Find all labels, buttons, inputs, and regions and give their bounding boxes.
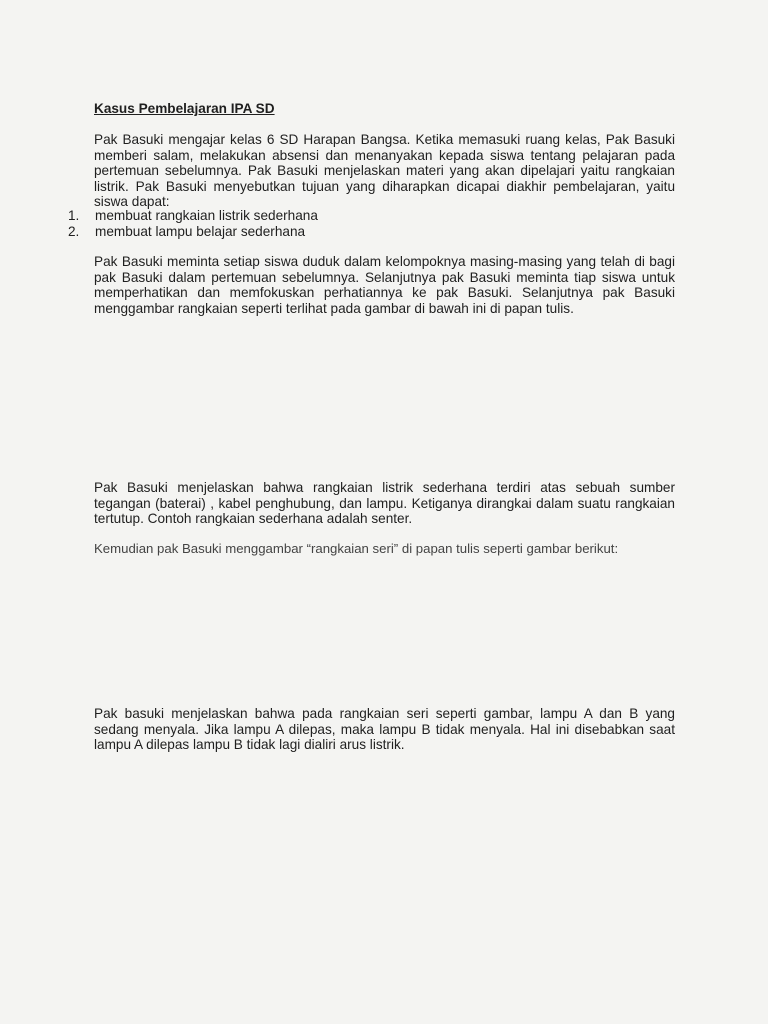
- list-item: [68, 224, 318, 240]
- paragraph-groups: Pak Basuki meminta setiap siswa duduk dalam kelompoknya masing-masing yang telah di bagi pak Basuki dalam pertemuan sebelumnya. Selanjutnya pak Basuki meminta tiap siswa untuk memperhatikan dan memfokuskan perhatiannya ke pak Basuki. Selanjutnya pak Basuki menggambar rangkaian seperti terlihat pada gambar di bawah ini di papan tulis.: [94, 254, 675, 316]
- list-item-number: 2.: [68, 224, 80, 239]
- paragraph-series-explanation: Pak basuki menjelaskan bahwa pada rangkaian seri seperti gambar, lampu A dan B yang sedang menyala. Jika lampu A dilepas, maka lampu B tidak menyala. Hal ini disebabkan saat lampu A dilepas lampu B tidak lagi dialiri arus listrik.: [94, 706, 675, 753]
- paragraph-simple-circuit: Pak Basuki menjelaskan bahwa rangkaian listrik sederhana terdiri atas sebuah sumber tegangan (baterai) , kabel penghubung, dan lampu. Ketiganya dirangkai dalam suatu rangkaian tertutup. Contoh rangkaian sederhana adalah senter.: [94, 480, 675, 527]
- document-title: Kasus Pembelajaran IPA SD: [94, 101, 275, 116]
- paragraph-intro: Pak Basuki mengajar kelas 6 SD Harapan Bangsa. Ketika memasuki ruang kelas, Pak Basuki memberi salam, melakukan absensi dan menanyakan kepada siswa tentang pelajaran pada pertemuan sebelumnya. Pak Basuki menjelaskan materi yang akan dipelajari yaitu rangkaian listrik. Pak Basuki menyebutkan tujuan yang diharapkan dicapai diakhir pembelajaran, yaitu siswa dapat:: [94, 132, 675, 210]
- missing-series-figure-area: [94, 565, 675, 695]
- list-item-number: 1.: [68, 208, 80, 223]
- objectives-list: [68, 208, 318, 240]
- paragraph-series-intro: Kemudian pak Basuki menggambar “rangkaian seri” di papan tulis seperti gambar berikut:: [94, 541, 619, 556]
- list-item-text: membuat lampu belajar sederhana: [95, 224, 306, 239]
- missing-figure-area: [94, 330, 675, 470]
- list-item: [68, 208, 318, 224]
- list-item-text: membuat rangkaian listrik sederhana: [95, 208, 318, 223]
